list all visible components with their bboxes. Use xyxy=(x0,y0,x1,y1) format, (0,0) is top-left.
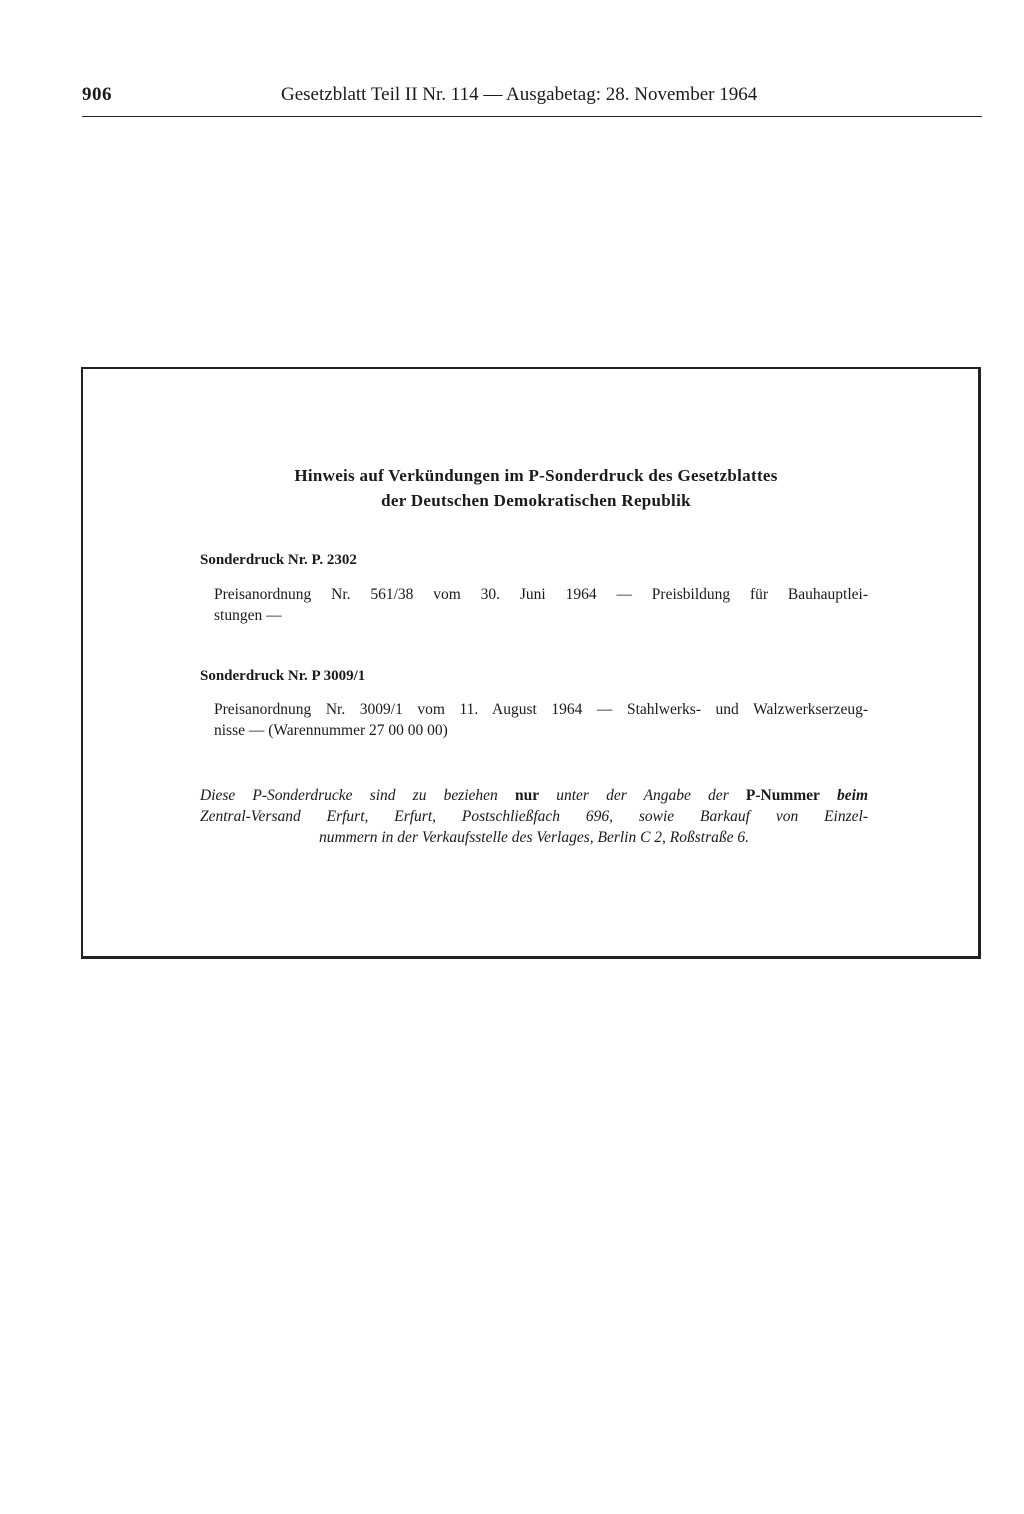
note-emphasis: beim xyxy=(837,787,869,804)
entry-text-line: stungen — xyxy=(214,607,282,624)
entry-heading: Sonderdruck Nr. P 3009/1 xyxy=(200,668,366,684)
ordering-note-line: nummern in der Verkaufsstelle des Verlages, Berlin C 2, Roßstraße 6. xyxy=(318,829,750,846)
note-text: unter der Angabe der xyxy=(556,787,729,804)
header-rule xyxy=(82,116,982,117)
entry-heading: Sonderdruck Nr. P. 2302 xyxy=(200,552,357,568)
entry-text-line: Preisanordnung Nr. 3009/1 vom 11. August 1964 — Stahlwerks- und Walzwerkserzeug- xyxy=(214,701,868,718)
page-number: 906 xyxy=(82,84,112,105)
ordering-note-line xyxy=(200,785,868,806)
notice-box xyxy=(81,367,981,959)
entry-text-line: nisse — (Warennummer 27 00 00 00) xyxy=(214,722,448,739)
note-emphasis: P-Nummer xyxy=(745,787,820,804)
note-emphasis: nur xyxy=(514,787,540,804)
entry-text xyxy=(214,584,868,626)
note-text: Diese P-Sonderdrucke sind zu beziehen xyxy=(200,787,498,804)
ordering-note-line: Zentral-Versand Erfurt, Erfurt, Postschließfach 696, sowie Barkauf von Einzel- xyxy=(200,808,868,825)
notice-title-line-2: der Deutschen Demokratischen Republik xyxy=(381,491,691,510)
entry-text-line: Preisanordnung Nr. 561/38 vom 30. Juni 1964 — Preisbildung für Bauhauptlei- xyxy=(214,586,868,603)
ordering-note xyxy=(200,785,868,848)
entry-text xyxy=(214,699,868,741)
running-title: Gesetzblatt Teil II Nr. 114 — Ausgabetag: 28. November 1964 xyxy=(281,84,758,105)
page-header xyxy=(82,84,982,110)
notice-title-line-1: Hinweis auf Verkündungen im P-Sonderdruck des Gesetzblattes xyxy=(294,466,778,485)
